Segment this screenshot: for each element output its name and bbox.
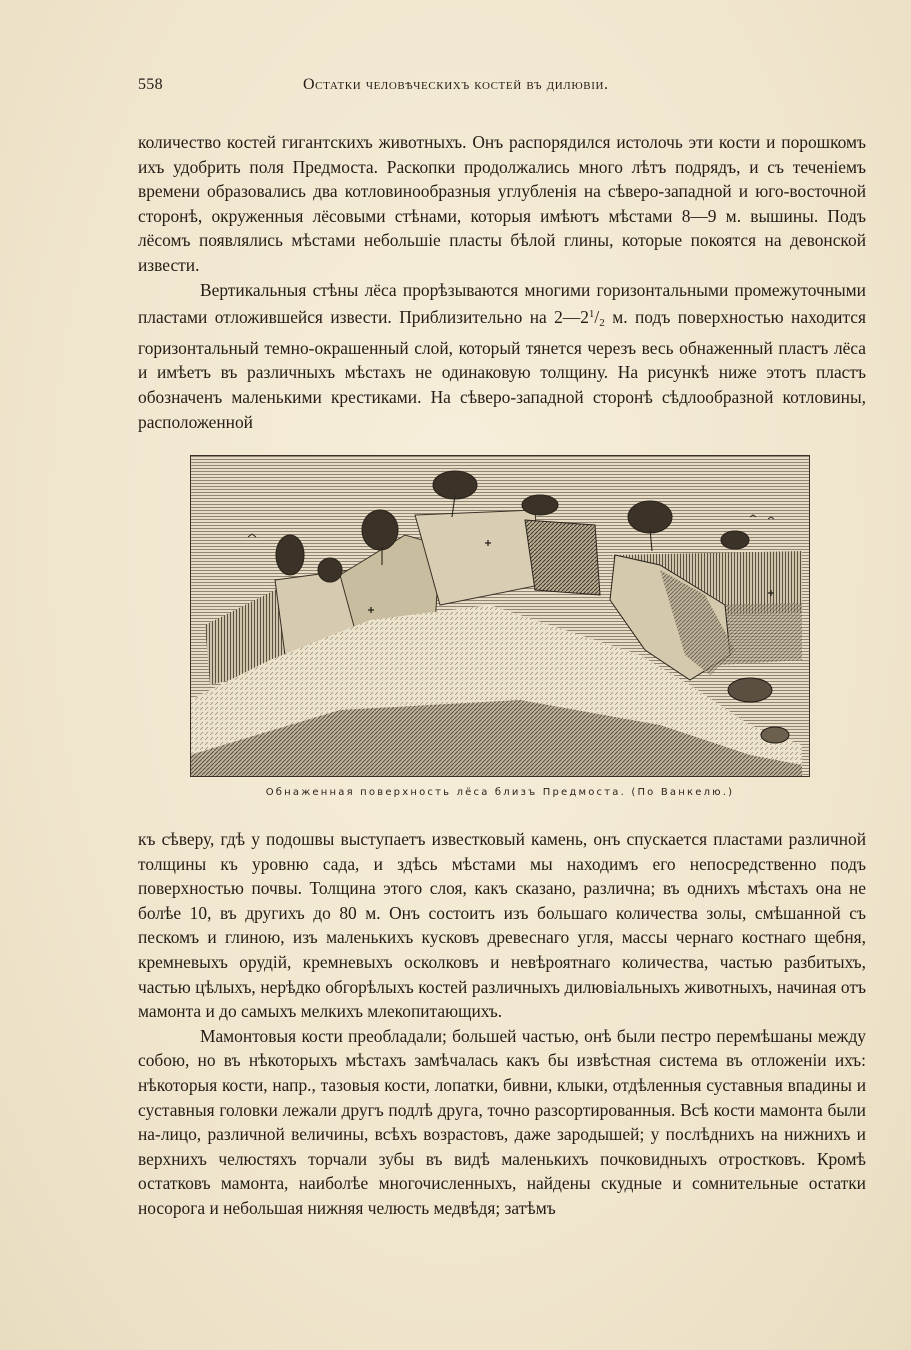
engraving-illustration — [190, 455, 810, 777]
text-block-top — [138, 130, 866, 434]
text-block-bottom — [138, 827, 866, 1221]
loess-landscape-engraving — [190, 455, 810, 777]
running-head — [138, 76, 868, 100]
paragraph: къ сѣверу, гдѣ у подошвы выступаетъ известковый камень, онъ спускается пластами различной толщины къ уровню сада, и здѣсь мѣстами мы находимъ его непосредственно подъ поверхностью почвы. Толщина этого слоя, какъ сказано, различна; въ однихъ мѣстахъ она не болѣе 10, въ другихъ до 80 м. Онъ состоитъ изъ большаго количества золы, смѣшанной съ пескомъ и глиною, изъ маленькихъ кусковъ древеснаго угля, массы чернаго костнаго щебня, кремневыхъ орудій, кремневыхъ осколковъ и невѣроятнаго количества, частью разбитыхъ, частью цѣлыхъ, нерѣдко обгорѣлыхъ костей различныхъ дилювіальныхъ животныхъ, начиная отъ мамонта и до самыхъ мелкихъ млекопитающихъ. — [138, 829, 866, 1022]
paragraph: количество костей гигантскихъ животныхъ. Онъ распорядился истолочь эти кости и порошкомъ ихъ удобрить поля Предмоста. Раскопки продолжались много лѣтъ подрядъ, и съ теченіемъ времени образовались два котловинообразныя углубленія на сѣверо-западной и юго-восточной сторонѣ, окруженныя лёсовыми стѣнами, которыя имѣютъ мѣстами 8—9 м. вышины. Подъ лёсомъ появлялись мѣстами небольшіе пласты бѣлой глины, которые покоятся на девонской извести. — [138, 132, 866, 275]
fraction-denominator: 2 — [599, 317, 605, 330]
fraction-numerator: 1 — [588, 308, 595, 321]
page-number: 558 — [138, 76, 163, 93]
paragraph: Мамонтовыя кости преобладали; большей частью, онѣ были пестро перемѣшаны между собою, но въ нѣкоторыхъ мѣстахъ замѣчалась какъ бы извѣстная система въ отложеніи ихъ: нѣкоторыя кости, напр., тазовыя кости, лопатки, бивни, клыки, отдѣленныя суставныя впадины и суставныя головки лежали другъ подлѣ друга, точно разсортированныя. Всѣ кости мамонта были на-лицо, различной величины, всѣхъ возрастовъ, даже зародышей; у послѣднихъ на нижнихъ и верхнихъ челюстяхъ торчали зубы въ видѣ маленькихъ почковидныхъ отростковъ. Кромѣ остатковъ мамонта, наиболѣе многочисленныхъ, найдены скудные и сомнительные остатки носорога и небольшая нижняя челюсть медвѣдя; затѣмъ — [138, 1025, 866, 1218]
paragraph-with-fraction: Вертикальныя стѣны лёса прорѣзываются многими горизонтальными промежуточными пластами отложившейся извести. Приблизительно на $2—2^1/_2$ м. подъ поверхностью находится горизонтальный темно-окрашенный слой, который тянется черезъ весь обнаженный пластъ лёса и имѣетъ въ различныхъ мѣстахъ не одинаковую толщину. На рисункѣ ниже этотъ пластъ обозначенъ маленькими крестиками. На сѣверо-западной сторонѣ сѣдлообразной котловины, расположенной — [138, 279, 866, 432]
figure-caption: Обнаженная поверхность лёса близъ Предмоста. (По Ванкелю.) — [265, 787, 735, 798]
paragraph-text: м. подъ поверхностью находится горизонтальный темно-окрашенный слой, который тянется черезъ весь обнаженный пластъ лёса и имѣетъ въ различныхъ мѣстахъ не одинаковую толщину. На рисункѣ ниже этотъ пластъ обозначенъ маленькими крестиками. На сѣверо-западной сторонѣ сѣдлообразной котловины, расположенной — [138, 307, 866, 432]
paragraph-text: Вертикальныя стѣны лёса прорѣзываются многими горизонтальными промежуточными пластами отложившейся извести. Приблизительно на 2—2 — [138, 279, 866, 328]
header-title: Остатки человѣческихъ костей въ дилювіи. — [303, 76, 609, 93]
